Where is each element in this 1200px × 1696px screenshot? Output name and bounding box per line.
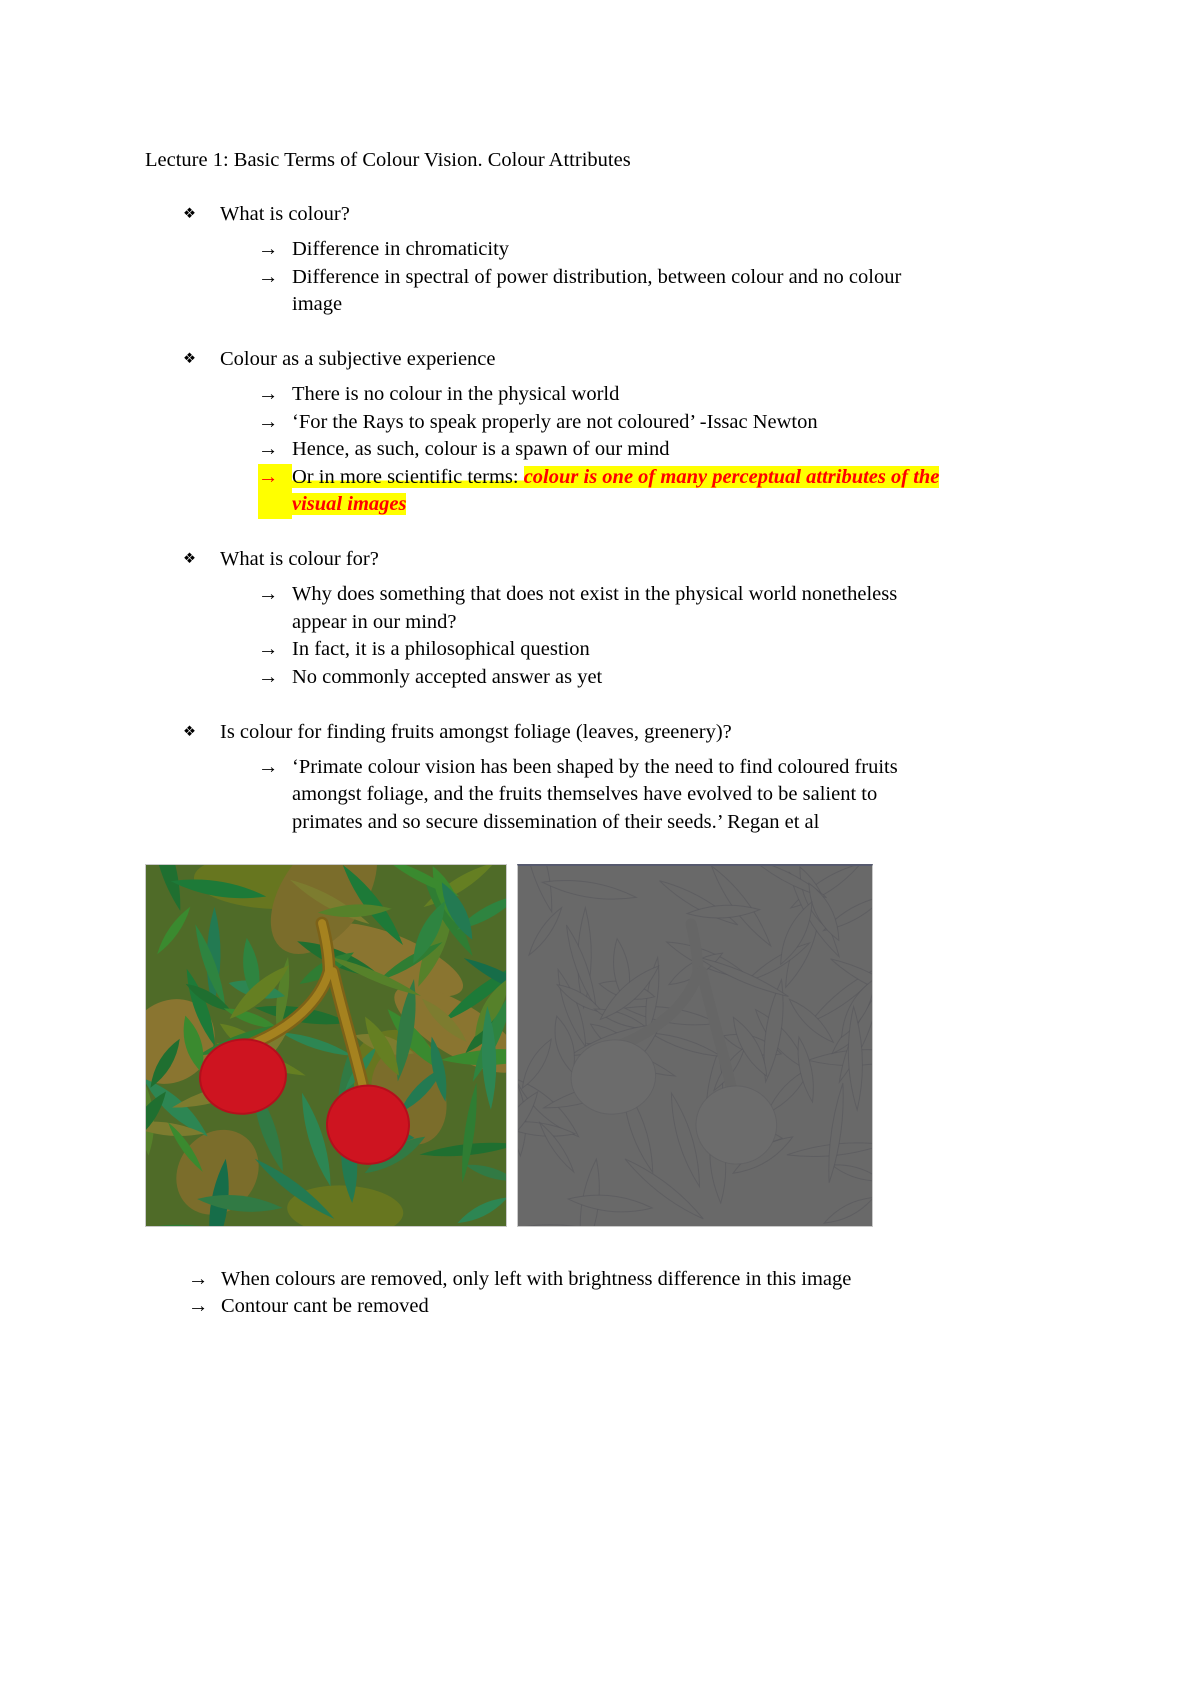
list-item — [145, 754, 1076, 837]
arrow-icon: → — [258, 383, 279, 405]
section-fruits-amongst-foliage — [145, 719, 1076, 837]
arrow-icon: → — [258, 265, 279, 288]
page-content — [145, 147, 1076, 1321]
arrow-icon: → — [258, 755, 279, 778]
list-item-text: amongst foliage, and the fruits themselves have evolved to be salient to — [292, 783, 878, 805]
list-item — [145, 409, 1076, 437]
list-item — [145, 1293, 1076, 1321]
list-item — [145, 436, 1076, 464]
diamond-bullet-icon: ❖ — [183, 351, 196, 367]
list-item — [145, 664, 1076, 692]
list-item-text: No commonly accepted answer as yet — [292, 665, 603, 688]
arrow-icon: → — [258, 583, 279, 605]
list-item — [145, 1266, 1076, 1294]
foliage-colour-svg — [146, 865, 506, 1226]
list-item — [145, 236, 1076, 264]
list-item-text: In fact, it is a philosophical question — [292, 638, 590, 660]
section-heading: What is colour? — [220, 203, 350, 225]
highlighted-line — [292, 464, 1075, 492]
section-what-is-colour — [145, 201, 1076, 319]
diamond-bullet-icon: ❖ — [183, 206, 196, 222]
list-item-text: ‘For the Rays to speak properly are not coloured’ -Issac Newton — [292, 410, 818, 433]
arrow-icon: → — [258, 665, 279, 688]
highlight-prefix-text: Or in more scientific terms: — [292, 465, 524, 488]
foliage-greyscale-svg — [518, 866, 872, 1226]
list-item-highlighted — [145, 464, 1076, 519]
section-what-is-colour-for — [145, 546, 1076, 691]
diamond-bullet-icon: ❖ — [183, 723, 196, 740]
list-item-text: image — [292, 293, 343, 315]
highlight-emphasis-text: colour is one of many perceptual attributes of the — [523, 465, 940, 488]
list-item-text: Difference in spectral of power distribution, between colour and no colour — [292, 265, 902, 288]
arrow-icon: → — [188, 1295, 209, 1317]
list-item — [145, 381, 1076, 409]
list-item-text: Contour cant be removed — [221, 1295, 429, 1317]
list-item-text: Why does something that does not exist in the physical world nonetheless — [292, 583, 898, 605]
arrow-icon: → — [258, 238, 279, 260]
cherries-foliage-greyscale-image — [517, 864, 873, 1227]
list-item — [145, 636, 1076, 664]
highlighted-line — [292, 491, 1075, 519]
list-item-text: There is no colour in the physical world — [292, 383, 620, 405]
section-subjective-experience — [145, 346, 1076, 519]
arrow-icon: → — [258, 464, 292, 519]
page-title: Lecture 1: Basic Terms of Colour Vision. Colour Attributes — [145, 149, 631, 171]
arrow-icon: → — [188, 1267, 209, 1290]
section-heading: What is colour for? — [220, 548, 379, 570]
section-heading: Colour as a subjective experience — [220, 348, 496, 370]
list-item-text: Difference in chromaticity — [292, 238, 510, 260]
section-heading: Is colour for finding fruits amongst foliage (leaves, greenery)? — [220, 720, 732, 743]
figure-row — [145, 864, 1076, 1227]
arrow-icon: → — [258, 638, 279, 660]
list-item-text: ‘Primate colour vision has been shaped by the need to find coloured fruits — [292, 755, 898, 778]
diamond-bullet-icon: ❖ — [183, 551, 196, 567]
arrow-icon: → — [258, 438, 279, 460]
list-item-text: Hence, as such, colour is a spawn of our mind — [292, 438, 670, 460]
arrow-icon: → — [258, 410, 279, 433]
list-item-text: primates and so secure dissemination of their seeds.’ Regan et al — [292, 810, 820, 833]
cherries-foliage-colour-image — [145, 864, 507, 1227]
list-item — [145, 264, 1076, 319]
list-item — [145, 581, 1076, 636]
list-item-text: appear in our mind? — [292, 610, 457, 633]
figure-notes — [145, 1266, 1076, 1321]
list-item-text: When colours are removed, only left with brightness difference in this image — [221, 1267, 852, 1290]
highlight-emphasis-text: visual images — [292, 493, 407, 515]
